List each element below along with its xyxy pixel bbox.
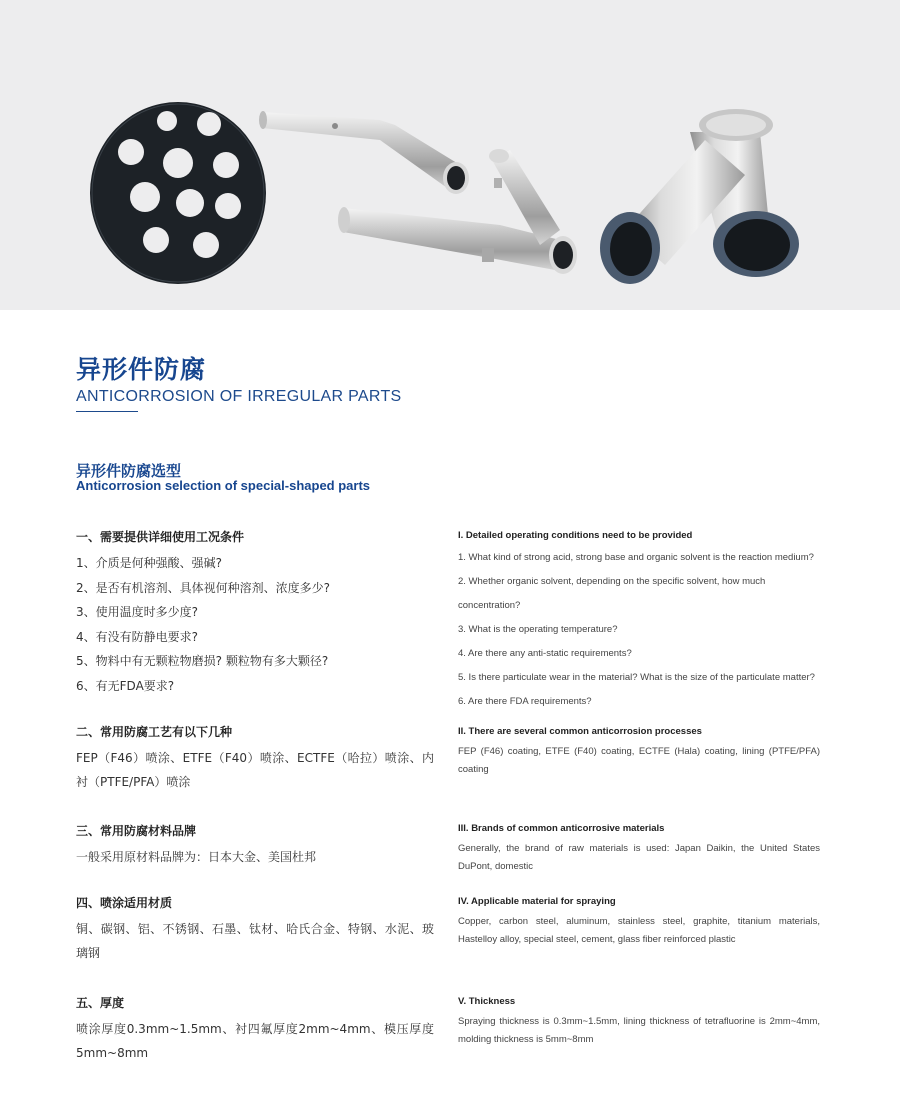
section-2-cn [76,723,434,794]
section-body: 铜、碳钢、铝、不锈钢、石墨、钛材、哈氏合金、特钢、水泥、玻璃钢 [76,922,434,960]
subtitle-cn: 异形件防腐选型 [76,462,182,480]
list-item: 5、物料中有无颗粒物磨损? 颗粒物有多大颗径? [76,654,329,668]
section-heading: IV. Applicable material for spraying [458,896,616,907]
list-item: 3. What is the operating temperature? [458,624,618,635]
list-item: 6. Are there FDA requirements? [458,696,592,707]
section-heading: V. Thickness [458,996,516,1007]
section-5-cn [76,994,434,1065]
list-item: 4. Are there any anti-static requirements? [458,648,632,659]
section-1-en [458,530,828,714]
section-heading: 五、厚度 [76,996,125,1010]
list-item: 2、是否有机溶剂、具体视何种溶剂、浓度多少? [76,580,331,595]
list-item: 5. Is there particulate wear in the material? What is the size of the particulate matter? [458,672,815,683]
subtitle-en: Anticorrosion selection of special-shaped parts [76,478,371,493]
page-title-en: ANTICORROSION OF IRREGULAR PARTS [76,388,402,405]
section-body: Generally, the brand of raw materials is used: Japan Daikin, the United States DuPont, domestic [458,843,820,872]
list-item: 1. What kind of strong acid, strong base and organic solvent is the reaction medium? [458,552,814,563]
list-item: 6、有无FDA要求? [76,678,175,693]
section-body: FEP (F46) coating, ETFE (F40) coating, ECTFE (Hala) coating, lining (PTFE/PFA) coating [458,746,820,775]
section-body: 一般采用原材料品牌为：日本大金、美国杜邦 [76,850,317,864]
list-item: 4、有没有防静电要求? [76,629,199,644]
section-5-en [458,996,820,1049]
section-1-cn [76,528,436,698]
section-heading: I. Detailed operating conditions need to be provided [458,530,693,541]
section-3-cn [76,822,434,869]
condition-list [76,551,436,698]
perforated-disk [90,102,266,284]
section-heading: 三、常用防腐材料品牌 [76,824,197,838]
section-heading: III. Brands of common anticorrosive materials [458,823,665,834]
list-item: 2. Whether organic solvent, depending on the specific solvent, how much concentration? [458,576,766,611]
title-underline [76,411,138,412]
section-heading: 四、喷涂适用材质 [76,896,173,910]
section-body: Spraying thickness is 0.3mm~1.5mm, lining thickness of tetrafluorine is 2mm~4mm, molding thickness is 5mm~8mm [458,1016,820,1045]
section-heading: 二、常用防腐工艺有以下几种 [76,725,233,739]
bent-pipe [259,111,469,194]
page-title-cn: 异形件防腐 [76,355,207,384]
section-heading: 一、需要提供详细使用工况条件 [76,530,245,544]
product-photo [0,0,900,310]
section-4-cn [76,894,434,965]
section-4-en [458,896,820,949]
condition-list [458,546,828,714]
section-body: 喷涂厚度0.3mm~1.5mm、衬四氟厚度2mm~4mm、模压厚度5mm~8mm [76,1022,434,1060]
product-illustration [0,0,900,310]
section-body: FEP（F46）喷涂、ETFE（F40）喷涂、ECTFE（哈拉）喷涂、内衬（PTFE/PFA）喷涂 [76,751,434,789]
section-2-en [458,726,820,779]
section-body: Copper, carbon steel, aluminum, stainless steel, graphite, titanium materials, Hastelloy alloy, special steel, cement, glass fiber reinforced plastic [458,916,820,945]
section-3-en [458,823,820,876]
list-item: 1、介质是何种强酸、强碱? [76,556,223,570]
section-heading: II. There are several common anticorrosion processes [458,726,702,737]
large-y-fitting [600,109,799,284]
list-item: 3、使用温度时多少度? [76,605,199,619]
